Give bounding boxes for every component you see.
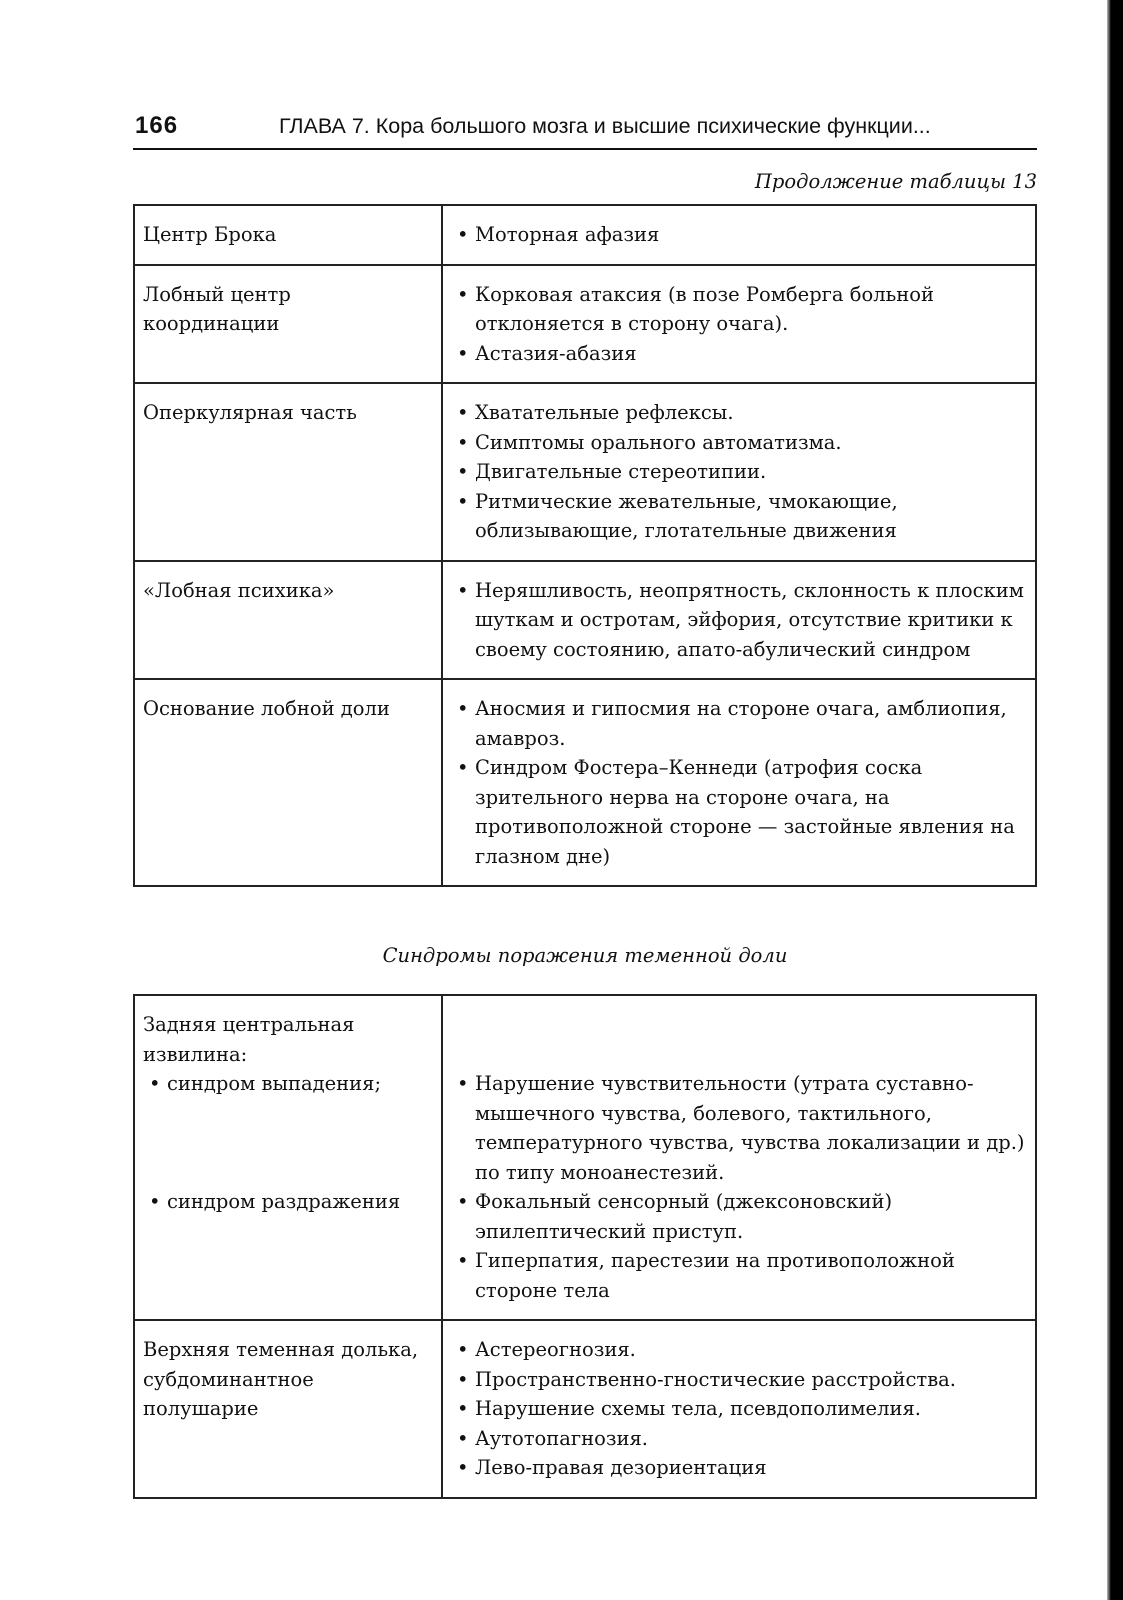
scan-edge-strip: [1107, 0, 1123, 1600]
symptom-list: [451, 398, 1027, 546]
region-cell: [134, 995, 442, 1320]
list-item: • Синдром Фостера–Кеннеди (атрофия соска зрительного нерва на стороне очага, на противоположной стороне — застойные явления на глазном дне): [451, 753, 1027, 871]
section-title: Синдромы поражения теменной доли: [382, 944, 788, 967]
symptoms-cell: [442, 383, 1036, 561]
symptom-list: [451, 694, 1027, 871]
symptom-list: [451, 1335, 1027, 1483]
table-row: [134, 1320, 1036, 1498]
region-cell: «Лобная психика»: [134, 561, 442, 680]
list-item: • Симптомы орального автоматизма.: [451, 428, 1027, 458]
region-cell: Верхняя теменная долька, субдоминантное полушарие: [134, 1320, 442, 1498]
list-item: • Аутотопагнозия.: [451, 1424, 1027, 1454]
list-item: • Лево-правая дезориентация: [451, 1453, 1027, 1483]
table-row: [134, 383, 1036, 561]
sub-syndrome-loss: • синдром выпадения;: [143, 1069, 433, 1099]
parietal-lobe-table: [133, 994, 1037, 1499]
symptoms-cell: [442, 679, 1036, 886]
region-cell: Основание лобной доли: [134, 679, 442, 886]
list-item: • Астазия-абазия: [451, 339, 1027, 369]
list-item: • Двигательные стереотипии.: [451, 457, 1027, 487]
region-cell: Оперкулярная часть: [134, 383, 442, 561]
list-item: • Нарушение чувствительности (утрата суставно-мышечного чувства, болевого, тактильного, температурного чувства, чувства локализации и др.) по типу моноанестезий.: [451, 1069, 1027, 1187]
symptoms-cell: [442, 995, 1036, 1320]
symptoms-cell: [442, 1320, 1036, 1498]
list-item: • Хватательные рефлексы.: [451, 398, 1027, 428]
symptom-list: [451, 280, 1027, 369]
symptom-list: [451, 220, 1027, 250]
region-cell: Лобный центр координации: [134, 265, 442, 384]
table-row: [134, 679, 1036, 886]
list-item: • Нарушение схемы тела, псевдополимелия.: [451, 1394, 1027, 1424]
table-row: [134, 561, 1036, 680]
region-title: Задняя центральная извилина:: [143, 1013, 355, 1066]
symptoms-cell: [442, 561, 1036, 680]
table-row: [134, 265, 1036, 384]
running-head: [133, 108, 1037, 150]
table-row: [134, 995, 1036, 1320]
list-item: • Моторная афазия: [451, 220, 1027, 250]
chapter-title: ГЛАВА 7. Кора большого мозга и высшие психические функции...: [279, 114, 931, 138]
list-item: • Ритмические жевательные, чмокающие, облизывающие, глотательные движения: [451, 487, 1027, 546]
page-number: 166: [135, 112, 179, 139]
list-item: • Неряшливость, неопрятность, склонность к плоским шуткам и остротам, эйфория, отсутствие критики к своему состоянию, апато-абулический синдром: [451, 576, 1027, 665]
list-item: • Аносмия и гипосмия на стороне очага, амблиопия, амавроз.: [451, 694, 1027, 753]
table-caption: Продолжение таблицы 13: [754, 170, 1037, 193]
region-cell: Центр Брока: [134, 205, 442, 265]
table-row: [134, 205, 1036, 265]
list-item: • Пространственно-гностические расстройства.: [451, 1365, 1027, 1395]
symptom-list: [451, 576, 1027, 665]
frontal-lobe-table: [133, 204, 1037, 887]
list-item: • Корковая атаксия (в позе Ромберга больной отклоняется в сторону очага).: [451, 280, 1027, 339]
symptoms-cell: [442, 205, 1036, 265]
symptoms-cell: [442, 265, 1036, 384]
symptom-list: [451, 1069, 1027, 1305]
list-item: • Гиперпатия, парестезии на противоположной стороне тела: [451, 1246, 1027, 1305]
spacer: [451, 1010, 1027, 1069]
sub-syndrome-irritation: • синдром раздражения: [143, 1187, 433, 1217]
list-item: • Фокальный сенсорный (джексоновский) эпилептический приступ.: [451, 1187, 1027, 1246]
spacer: [143, 1099, 433, 1187]
list-item: • Астереогнозия.: [451, 1335, 1027, 1365]
